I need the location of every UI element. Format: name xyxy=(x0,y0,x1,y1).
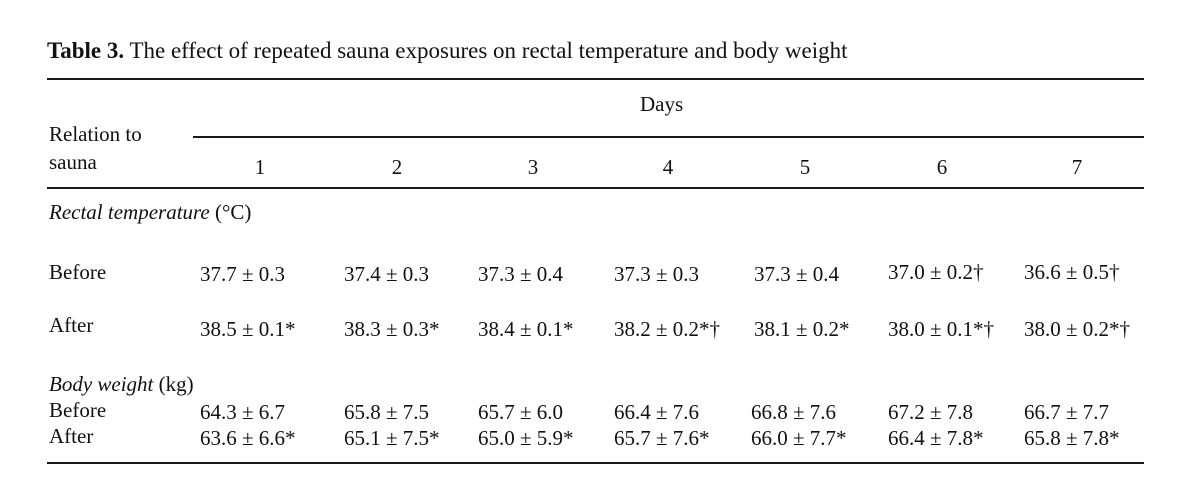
days-rule xyxy=(193,136,1144,138)
cell-rectal-after-4: 38.2 ± 0.2*† xyxy=(614,317,721,341)
top-rule xyxy=(47,78,1144,80)
cell-weight-after-4: 65.7 ± 7.6* xyxy=(614,426,710,450)
cell-rectal-before-3: 37.3 ± 0.4 xyxy=(478,262,564,286)
table-caption-label: Table 3. xyxy=(47,38,125,63)
relation-header-line1: Relation to xyxy=(49,122,142,146)
cell-weight-before-6: 67.2 ± 7.8 xyxy=(888,400,974,424)
relation-header-line2: sauna xyxy=(49,150,97,174)
section-title-weight-unit: (kg) xyxy=(158,372,194,396)
day-header-2: 2 xyxy=(391,155,403,179)
section-title-rectal-unit: (°C) xyxy=(215,200,252,224)
row-label-rectal-before: Before xyxy=(49,260,107,284)
cell-weight-before-4: 66.4 ± 7.6 xyxy=(614,400,700,424)
cell-rectal-after-6: 38.0 ± 0.1*† xyxy=(888,317,995,341)
cell-rectal-after-2: 38.3 ± 0.3* xyxy=(344,317,440,341)
section-title-rectal-text: Rectal temperature xyxy=(49,200,210,224)
cell-rectal-after-7: 38.0 ± 0.2*† xyxy=(1024,317,1131,341)
cell-weight-after-7: 65.8 ± 7.8* xyxy=(1024,426,1120,450)
cell-rectal-before-5: 37.3 ± 0.4 xyxy=(754,262,840,286)
header-bottom-rule xyxy=(47,187,1144,189)
row-label-weight-before: Before xyxy=(49,398,107,422)
cell-rectal-before-1: 37.7 ± 0.3 xyxy=(200,262,286,286)
cell-weight-before-3: 65.7 ± 6.0 xyxy=(478,400,564,424)
day-header-1: 1 xyxy=(254,155,266,179)
table-caption xyxy=(47,38,847,64)
cell-rectal-after-3: 38.4 ± 0.1* xyxy=(478,317,574,341)
day-header-5: 5 xyxy=(799,155,811,179)
cell-rectal-before-4: 37.3 ± 0.3 xyxy=(614,262,700,286)
day-header-3: 3 xyxy=(527,155,539,179)
section-title-weight-text: Body weight xyxy=(49,372,154,396)
row-label-weight-after: After xyxy=(49,424,94,448)
section-title-rectal xyxy=(49,200,251,225)
table-caption-text: The effect of repeated sauna exposures on rectal temperature and body weight xyxy=(129,38,848,63)
cell-weight-after-3: 65.0 ± 5.9* xyxy=(478,426,574,450)
cell-weight-before-1: 64.3 ± 6.7 xyxy=(200,400,286,424)
day-header-4: 4 xyxy=(662,155,674,179)
days-header: Days xyxy=(640,92,684,116)
bottom-rule xyxy=(47,462,1144,464)
cell-rectal-before-7: 36.6 ± 0.5† xyxy=(1024,260,1120,284)
cell-weight-before-2: 65.8 ± 7.5 xyxy=(344,400,430,424)
cell-weight-after-5: 66.0 ± 7.7* xyxy=(751,426,847,450)
cell-weight-after-1: 63.6 ± 6.6* xyxy=(200,426,296,450)
day-header-6: 6 xyxy=(936,155,948,179)
cell-rectal-before-2: 37.4 ± 0.3 xyxy=(344,262,430,286)
cell-rectal-before-6: 37.0 ± 0.2† xyxy=(888,260,984,284)
day-header-7: 7 xyxy=(1071,155,1083,179)
section-title-weight xyxy=(49,372,194,397)
cell-weight-after-2: 65.1 ± 7.5* xyxy=(344,426,440,450)
cell-rectal-after-5: 38.1 ± 0.2* xyxy=(754,317,850,341)
cell-weight-before-5: 66.8 ± 7.6 xyxy=(751,400,837,424)
cell-weight-after-6: 66.4 ± 7.8* xyxy=(888,426,984,450)
cell-rectal-after-1: 38.5 ± 0.1* xyxy=(200,317,296,341)
row-label-rectal-after: After xyxy=(49,313,94,337)
cell-weight-before-7: 66.7 ± 7.7 xyxy=(1024,400,1110,424)
